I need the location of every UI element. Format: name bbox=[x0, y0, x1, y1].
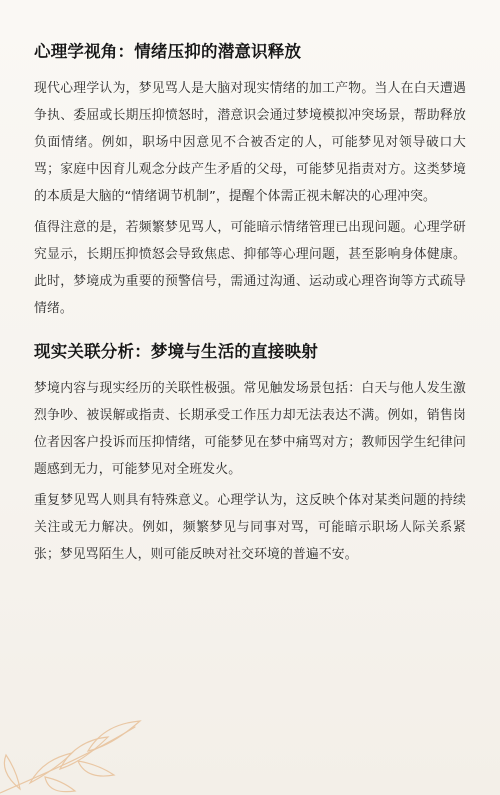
section-heading-reality: 现实关联分析：梦境与生活的直接映射 bbox=[34, 342, 318, 361]
paragraph: 现代心理学认为，梦见骂人是大脑对现实情绪的加工产物。当人在白天遭遇争执、委屈或长期压抑愤怒时，潜意识会通过梦境模拟冲突场景，帮助释放负面情绪。例如，职场中因意见不合被否定的人，可能梦见对领导破口大骂；家庭中因育儿观念分歧产生矛盾的父母，可能梦见指责对方。这类梦境的本质是大脑的“情绪调节机制”，提醒个体需正视未解决的心理冲突。 bbox=[34, 81, 466, 204]
article-content bbox=[34, 40, 466, 572]
section-heading-psychology: 心理学视角：情绪压抑的潜意识释放 bbox=[34, 42, 302, 61]
paragraph: 梦境内容与现实经历的关联性极强。常见触发场景包括：白天与他人发生激烈争吵、被误解或指责、长期承受工作压力却无法表达不满。例如，销售岗位者因客户投诉而压抑情绪，可能梦见在梦中痛骂对方；教师因学生纪律问题感到无力，可能梦见对全班发火。 bbox=[34, 381, 466, 477]
paragraph: 重复梦见骂人则具有特殊意义。心理学认为，这反映个体对某类问题的持续关注或无力解决。例如，频繁梦见与同事对骂，可能暗示职场人际关系紧张；梦见骂陌生人，则可能反映对社交环境的普遍不安。 bbox=[34, 493, 466, 562]
leaf-sprig-icon bbox=[0, 665, 200, 795]
paragraph: 值得注意的是，若频繁梦见骂人，可能暗示情绪管理已出现问题。心理学研究显示，长期压抑愤怒会导致焦虑、抑郁等心理问题，甚至影响身体健康。此时，梦境成为重要的预警信号，需通过沟通、运动或心理咨询等方式疏导情绪。 bbox=[34, 220, 466, 316]
